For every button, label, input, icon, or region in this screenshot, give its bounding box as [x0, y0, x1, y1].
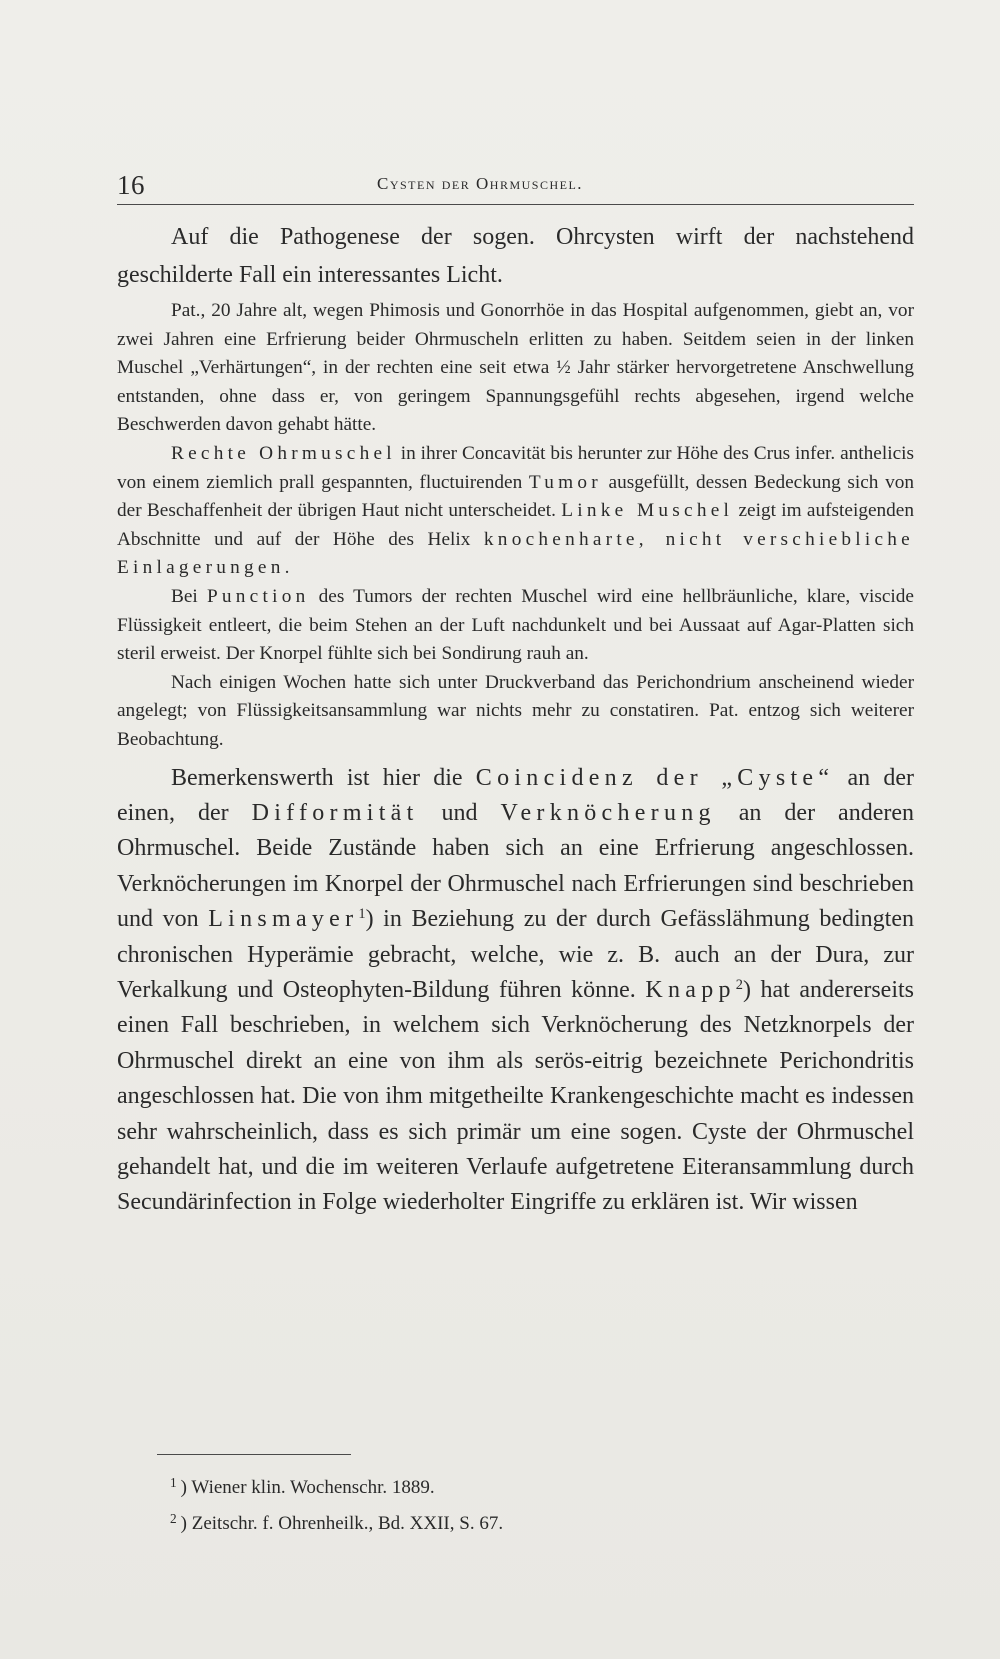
paragraph-puncture: Bei Punction des Tumors der rechten Muschel wird eine hellbräunliche, klare, viscide Flüssigkeit entleert, die beim Stehen an der Luft nachdunkelt und bei Aussaat auf Agar-Platten sich steril erweist. Der Knorpel fühlte sich bei Sondirung rauh an.	[117, 585, 914, 665]
spaced-term: Tumor	[528, 471, 602, 493]
paragraph-findings: Rechte Ohrmuschel in ihrer Concavität bis herunter zur Höhe des Crus infer. anthelicis von einem ziemlich prall gespannten, fluctuirenden Tumor ausgefüllt, dessen Bedeckung sich von der Beschaffenheit der übrigen Haut nicht unterscheidet. Linke Muschel zeigt im aufsteigenden Abschnitte und auf der Höhe des Helix knochenharte, nicht verschiebliche Einlagerungen.	[117, 442, 914, 579]
footnotes	[170, 1467, 870, 1539]
spaced-term: Verknöcherung	[500, 799, 716, 826]
page-header	[117, 166, 914, 206]
spaced-term: Rechte Ohrmuschel	[171, 442, 396, 464]
page-number: 16	[117, 170, 145, 200]
header-rule	[117, 204, 914, 205]
spaced-term: knochenharte, nicht verschiebliche Einlagerungen	[117, 528, 914, 579]
paragraph-discussion: Bemerkenswerth ist hier die Coincidenz der „Cyste“ an der einen, der Difformität und Verknöcherung an der anderen Ohrmuschel. Beide Zustände haben sich an eine Erfrierung angeschlossen. Verknöcherungen im Knorpel der Ohrmuschel nach Erfrierungen sind beschrieben und von Linsmayer$^1$) in Beziehung zu der durch Gefässlähmung bedingten chronischen Hyperämie gebracht, welche, wie z. B. auch an der Dura, zur Verkalkung und Osteophyten-Bildung führen könne. Knapp$^2$) hat andererseits einen Fall beschrieben, in welchem sich Verknöcherung des Netzknorpels der Ohrmuschel direkt an eine von ihm als serös-eitrig bezeichnete Perichondritis angeschlossen hat. Die von ihm mitgetheilte Krankengeschichte macht es indessen sehr wahrscheinlich, dass es sich primär um eine sogen. Cyste der Ohrmuschel gehandelt hat, und die im weiteren Verlaufe aufgetretene Eiteransammlung durch Secundärinfection in Folge wiederholter Eingriffe zu erklären ist. Wir wissen	[117, 764, 915, 1216]
footnote-ref-2[interactable]: 2	[735, 977, 743, 994]
spaced-term: Coincidenz der „Cyste“	[475, 764, 835, 791]
paragraph-case-history: Pat., 20 Jahre alt, wegen Phimosis und Gonorrhöe in das Hospital aufgenommen, giebt an, vor zwei Jahren eine Erfrierung beider Ohrmuscheln erlitten zu haben. Seitdem seien in der linken Muschel „Verhärtungen“, in der rechten eine seit etwa ½ Jahr stärker hervorgetretene Anschwellung entstanden, ohne dass er, von geringem Spannungsgefühl rechts abgesehen, irgend welche Beschwerden davon gehabt hätte.	[117, 300, 914, 436]
spaced-term: Punction	[206, 585, 310, 607]
spaced-term: Linke Muschel	[561, 500, 734, 522]
author-knapp: Knapp	[645, 976, 736, 1003]
paragraph-intro: Auf die Pathogenese der sogen. Ohrcysten wirft der nachstehend geschilderte Fall ein interessantes Licht.	[117, 224, 914, 288]
footnote-1: $^1$ ) Wiener klin. Wochenschr. 1889.	[170, 1475, 435, 1498]
spaced-term: Difformität	[251, 799, 419, 826]
author-linsmayer: Linsmayer	[208, 906, 359, 933]
paragraph-followup: Nach einigen Wochen hatte sich unter Druckverband das Perichondrium anscheinend wieder angelegt; von Flüssigkeitsansammlung war nichts mehr zu constatiren. Pat. entzog sich weiterer Beobachtung.	[117, 671, 914, 750]
footnote-ref-1[interactable]: 1	[358, 906, 366, 923]
footnote-2: $^2$ ) Zeitschr. f. Ohrenheilk., Bd. XXII, S. 67.	[170, 1510, 504, 1534]
running-head: Cysten der Ohrmuschel.	[377, 174, 584, 193]
footnote-rule	[157, 1454, 351, 1455]
main-text	[117, 218, 914, 1221]
